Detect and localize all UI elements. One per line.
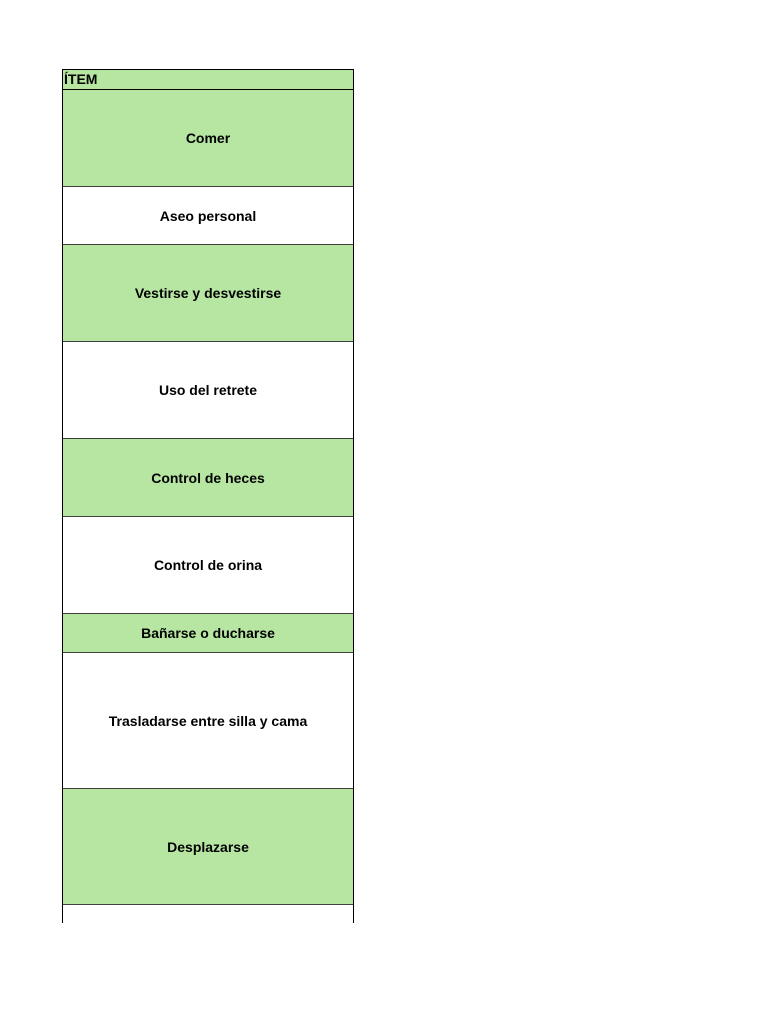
table-row: [63, 439, 353, 517]
table-row: [63, 245, 353, 342]
table-row: [63, 517, 353, 614]
table-row-partial: [63, 905, 353, 923]
table-row: [63, 653, 353, 789]
row-label: Trasladarse entre silla y cama: [108, 712, 308, 729]
row-label: Aseo personal: [159, 207, 257, 224]
item-table: [62, 69, 354, 923]
table-row: [63, 614, 353, 653]
row-label: Vestirse y desvestirse: [134, 285, 282, 301]
table-row: [63, 789, 353, 905]
column-header-item: ÍTEM: [63, 70, 353, 90]
row-label: Desplazarse: [167, 838, 249, 855]
row-label: Uso del retrete: [158, 382, 258, 398]
table-row: [63, 187, 353, 245]
row-label: Bañarse o ducharse: [141, 625, 275, 641]
row-label: Control de heces: [151, 469, 265, 486]
table-row: [63, 342, 353, 439]
table-row: [63, 90, 353, 187]
row-label: Comer: [185, 130, 231, 146]
row-label: Control de orina: [153, 557, 263, 573]
